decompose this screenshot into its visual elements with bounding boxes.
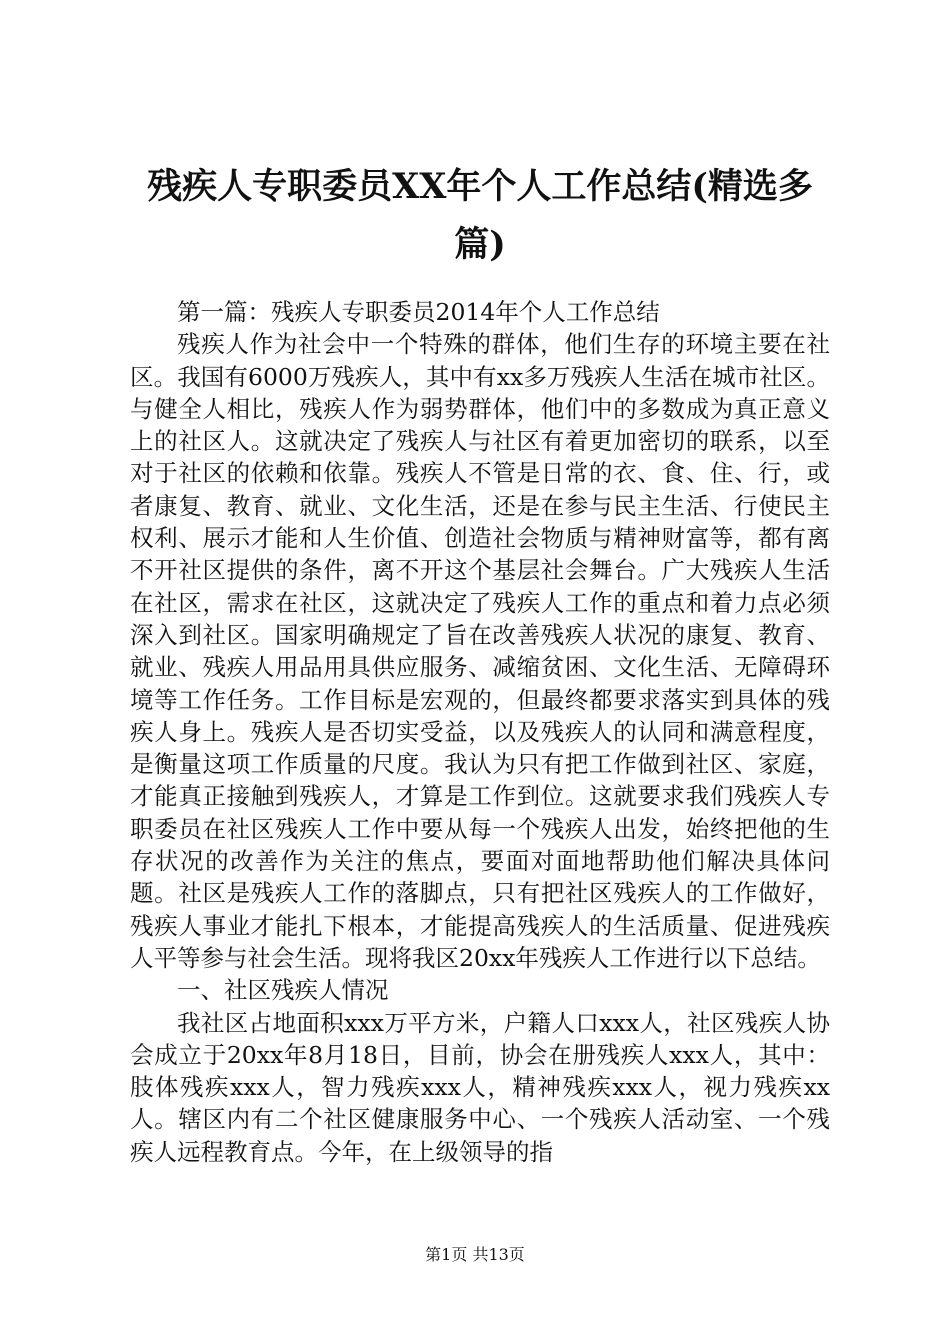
section-heading: 第一篇：残疾人专职委员2014年个人工作总结 (177, 298, 660, 326)
body-paragraph: 残疾人作为社会中一个特殊的群体，他们生存的环境主要在社区。我国有6000万残疾人，其中有xx多万残疾人生活在城市社区。与健全人相比，残疾人作为弱势群体，他们中的多数成为真正意义上的社区人。这就决定了残疾人与社区有着更加密切的联系，以至对于社区的依赖和依靠。残疾人不管是日常的衣、食、住、行，或者康复、教育、就业、文化生活，还是在参与民主生活、行使民主权利、展示才能和人生价值、创造社会物质与精神财富等，都有离不开社区提供的条件，离不开这个基层社会舞台。广大残疾人生活在社区，需求在社区，这就决定了残疾人工作的重点和着力点必须深入到社区。国家明确规定了旨在改善残疾人状况的康复、教育、就业、残疾人用品用具供应服务、减缩贫困、文化生活、无障碍环境等工作任务。工作目标是宏观的，但最终都要求落实到具体的残疾人身上。残疾人是否切实受益，以及残疾人的认同和满意程度，是衡量这项工作质量的尺度。我认为只有把工作做到社区、家庭，才能真正接触到残疾人，才算是工作到位。这就要求我们残疾人专职委员在社区残疾人工作中要从每一个残疾人出发，始终把他的生存状况的改善作为关注的焦点，要面对面地帮助他们解决具体问题。社区是残疾人工作的落脚点，只有把社区残疾人的工作做好，残疾人事业才能扎下根本，才能提高残疾人的生活质量、促进残疾人平等参与社会生活。现将我区20xx年残疾人工作进行以下总结。 (130, 330, 830, 972)
document-title: 残疾人专职委员XX年个人工作总结(精选多篇) (147, 166, 813, 265)
document-body (130, 296, 830, 1168)
body-paragraph: 我社区占地面积xxx万平方米，户籍人口xxx人，社区残疾人协会成立于20xx年8月18日，目前，协会在册残疾人xxx人，其中：肢体残疾xxx人，智力残疾xxx人，精神残疾xxx人，视力残疾xx人。辖区内有二个社区健康服务中心、一个残疾人活动室、一个残疾人远程教育点。今年，在上级领导的指 (130, 1008, 830, 1166)
section-heading: 一、社区残疾人情况 (177, 976, 389, 1005)
page-number-footer: 第1页 共13页 (425, 1245, 525, 1264)
